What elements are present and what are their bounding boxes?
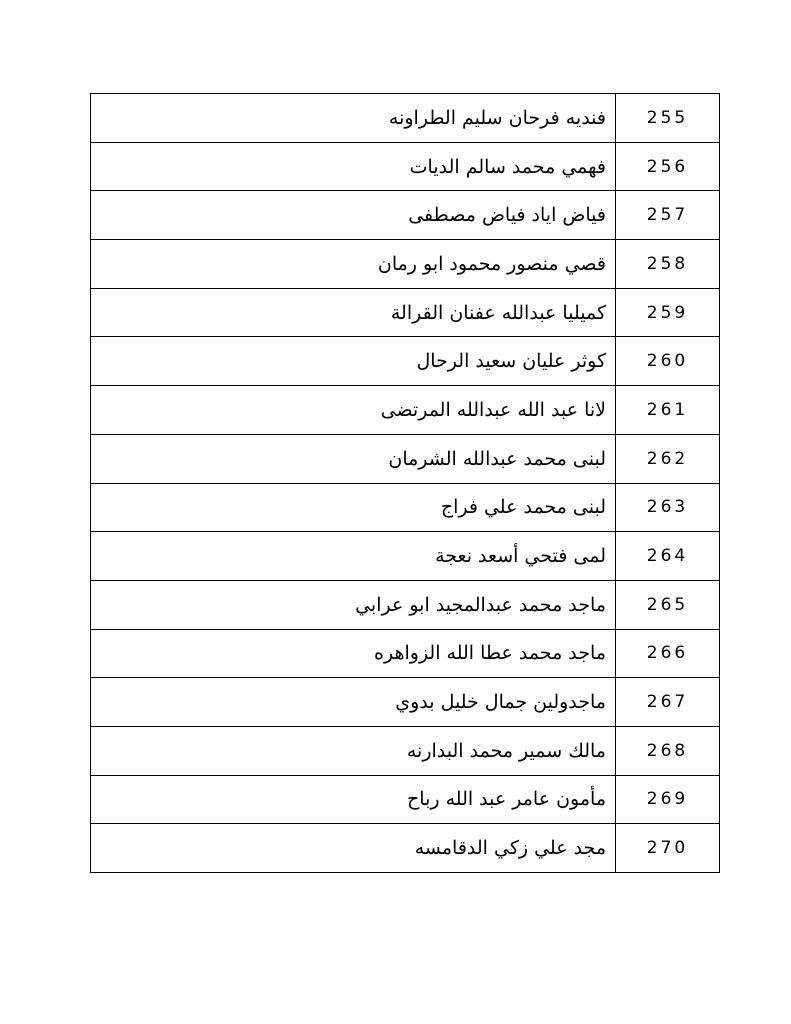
person-name: ماجد محمد عطا الله الزواهره (91, 629, 616, 678)
row-number: 257 (616, 191, 720, 240)
person-name: مجد علي زكي الدقامسه (91, 824, 616, 873)
person-name: فياض اياد فياض مصطفى (91, 191, 616, 240)
person-name: ماجدولين جمال خليل بدوي (91, 678, 616, 727)
table-row (91, 532, 720, 581)
person-name: قصي منصور محمود ابو رمان (91, 240, 616, 289)
row-number: 269 (616, 775, 720, 824)
row-number: 268 (616, 726, 720, 775)
person-name: فهمي محمد سالم الديات (91, 142, 616, 191)
row-number: 258 (616, 240, 720, 289)
row-number: 267 (616, 678, 720, 727)
names-table (90, 93, 720, 873)
table-row (91, 94, 720, 143)
row-number: 263 (616, 483, 720, 532)
person-name: لبنى محمد علي فراج (91, 483, 616, 532)
table-row (91, 240, 720, 289)
person-name: مأمون عامر عبد الله رباح (91, 775, 616, 824)
table-row (91, 726, 720, 775)
row-number: 256 (616, 142, 720, 191)
person-name: فنديه فرحان سليم الطراونه (91, 94, 616, 143)
row-number: 259 (616, 288, 720, 337)
table-row (91, 191, 720, 240)
names-table-body (91, 94, 720, 873)
table-row (91, 337, 720, 386)
table-row (91, 288, 720, 337)
row-number: 260 (616, 337, 720, 386)
row-number: 261 (616, 386, 720, 435)
table-row (91, 678, 720, 727)
row-number: 266 (616, 629, 720, 678)
table-row (91, 386, 720, 435)
row-number: 264 (616, 532, 720, 581)
person-name: لمى فتحي أسعد نعجة (91, 532, 616, 581)
table-row (91, 142, 720, 191)
table-row (91, 483, 720, 532)
person-name: كميليا عبدالله عفنان القرالة (91, 288, 616, 337)
row-number: 262 (616, 434, 720, 483)
table-row (91, 824, 720, 873)
person-name: لبنى محمد عبدالله الشرمان (91, 434, 616, 483)
table-row (91, 580, 720, 629)
table-row (91, 629, 720, 678)
person-name: ماجد محمد عبدالمجيد ابو عرابي (91, 580, 616, 629)
table-row (91, 775, 720, 824)
person-name: كوثر عليان سعيد الرحال (91, 337, 616, 386)
row-number: 265 (616, 580, 720, 629)
table-row (91, 434, 720, 483)
person-name: لانا عبد الله عبدالله المرتضى (91, 386, 616, 435)
row-number: 270 (616, 824, 720, 873)
row-number: 255 (616, 94, 720, 143)
person-name: مالك سمير محمد البدارنه (91, 726, 616, 775)
